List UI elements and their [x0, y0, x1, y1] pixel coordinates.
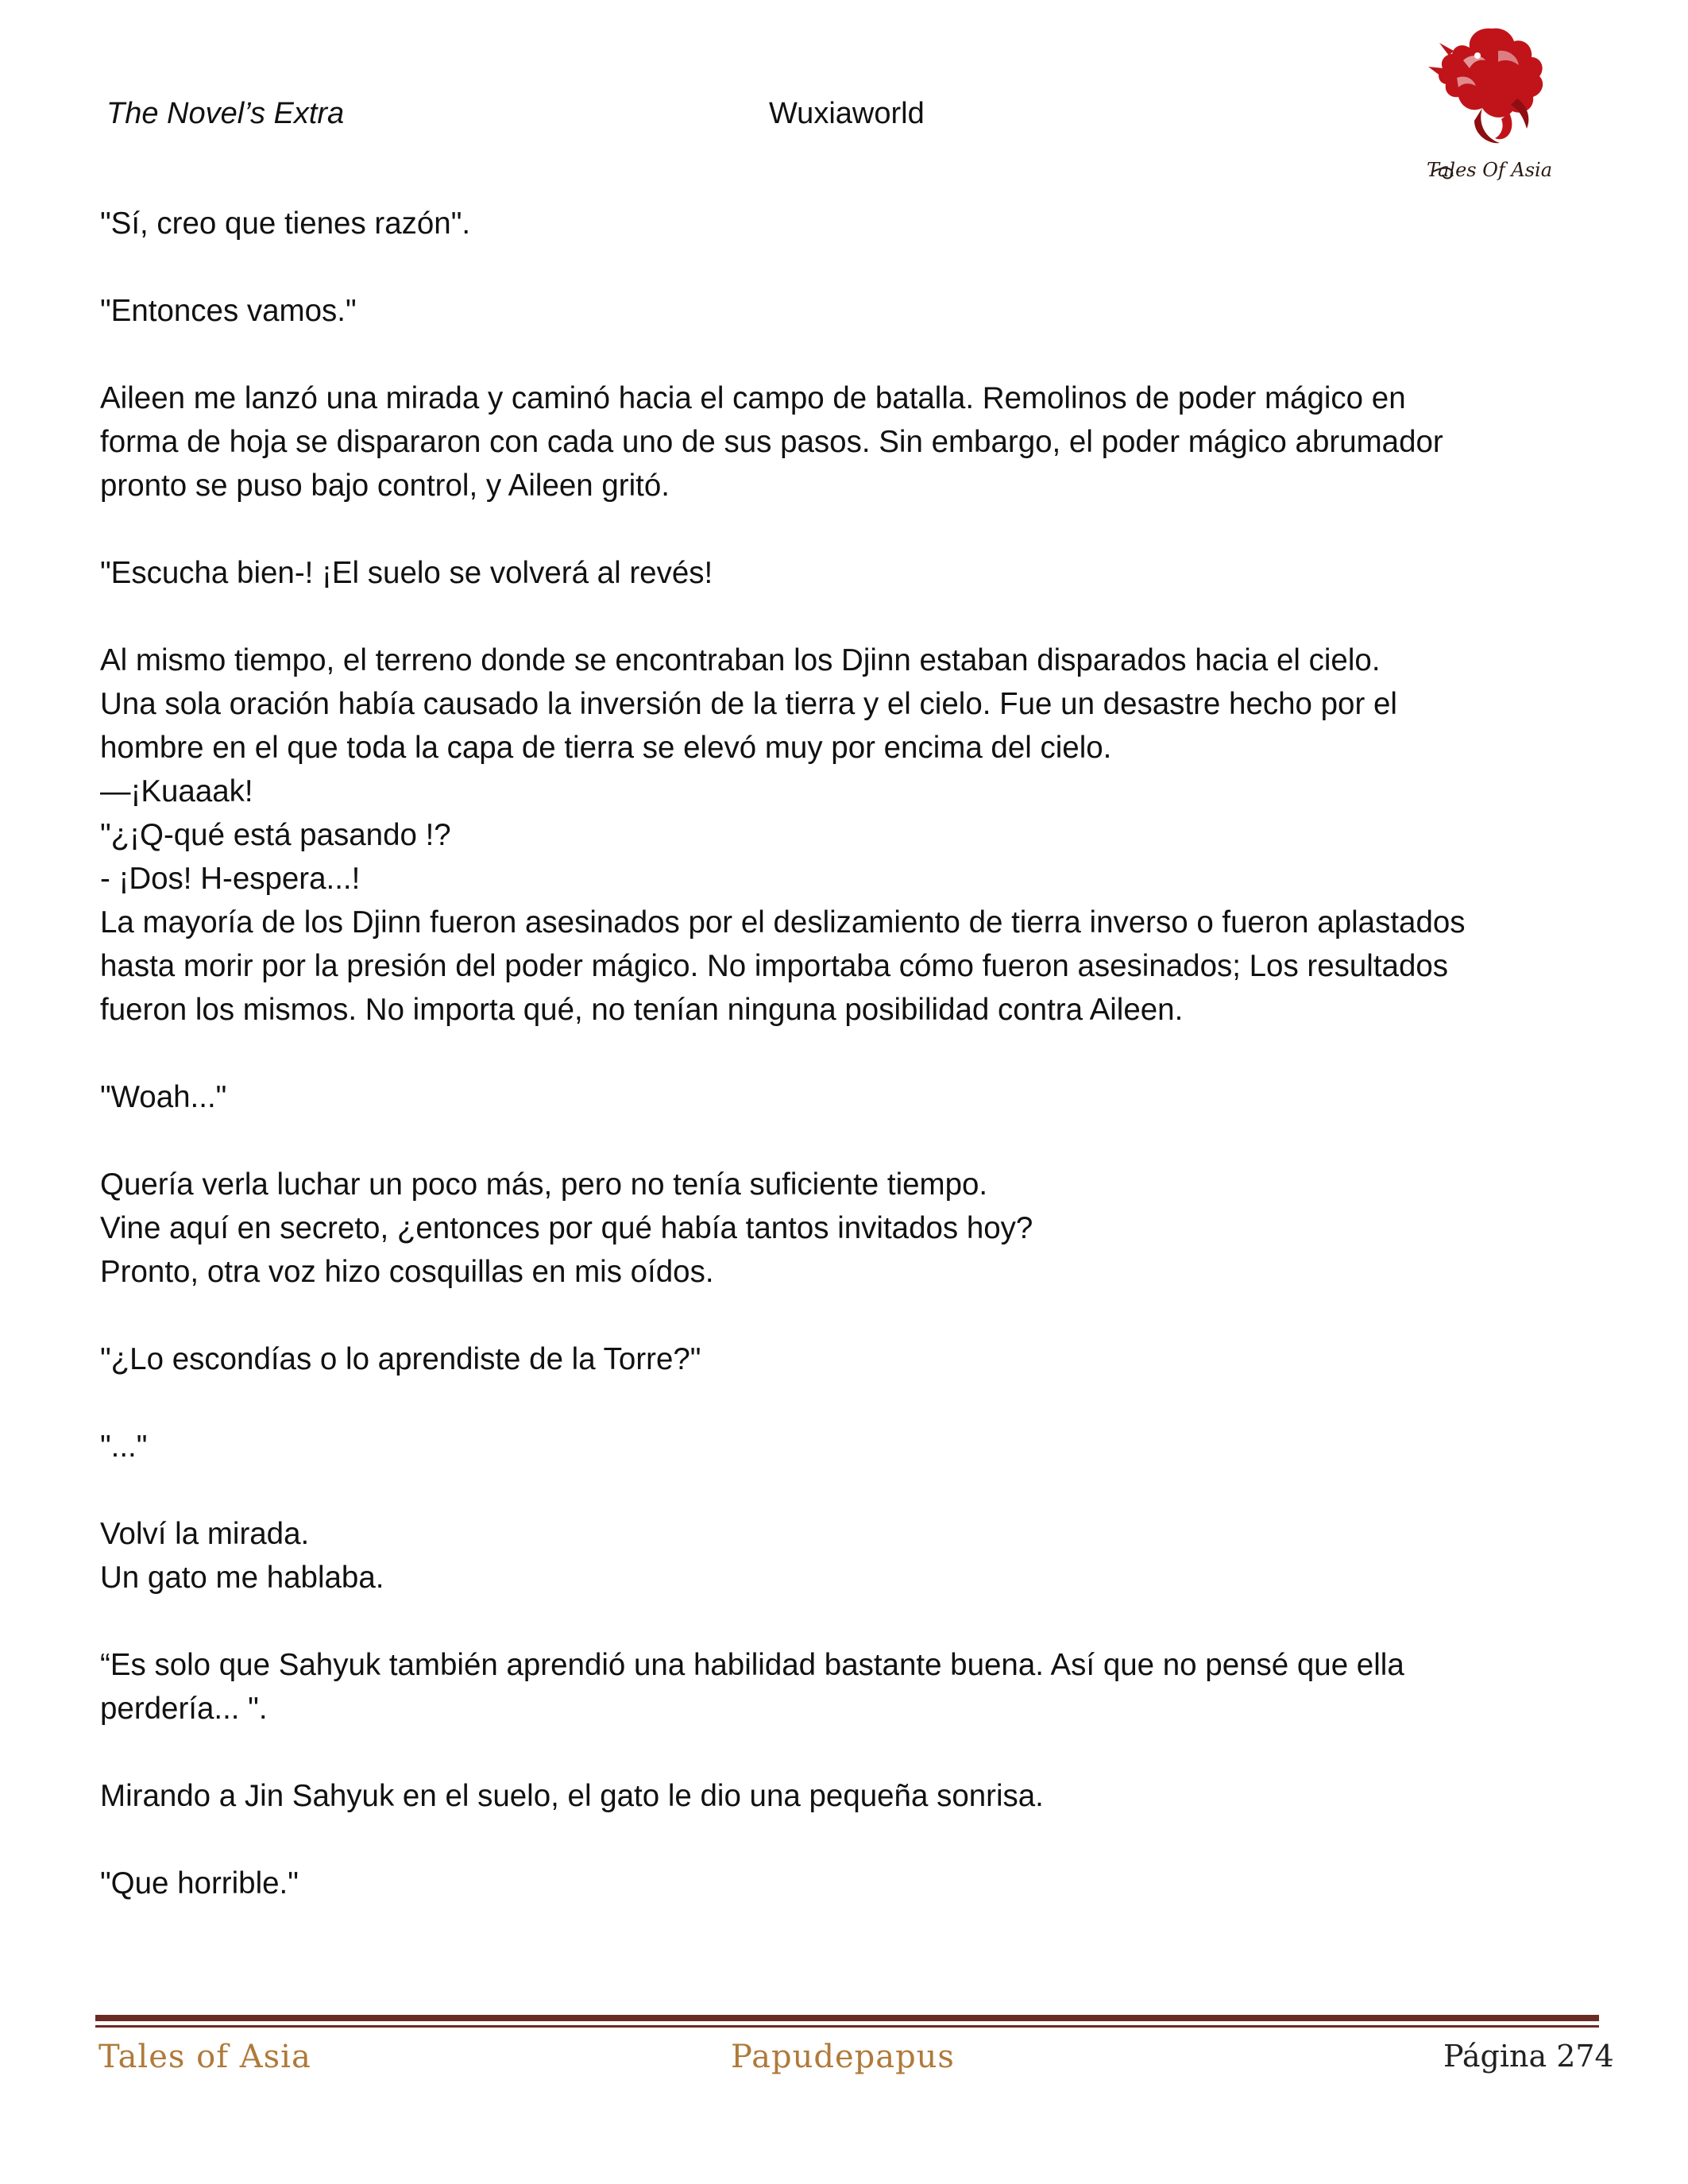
- blank-line: [100, 1381, 1593, 1425]
- text-line: Vine aquí en secreto, ¿entonces por qué había tantos invitados hoy?: [100, 1211, 1033, 1245]
- blank-line: [100, 507, 1593, 551]
- text-line: fueron los mismos. No importa qué, no tenían ninguna posibilidad contra Aileen.: [100, 993, 1184, 1027]
- text-line: —¡Kuaaak!: [100, 774, 253, 808]
- text-line: La mayoría de los Djinn fueron asesinados por el deslizamiento de tierra inverso o fueron aplastados: [100, 905, 1466, 940]
- text-line: Mirando a Jin Sahyuk en el suelo, el gato le dio una pequeña sonrisa.: [100, 1779, 1044, 1813]
- blank-line: [100, 1119, 1593, 1163]
- text-line: "Sí, creo que tienes razón".: [100, 206, 471, 241]
- header-site-name: Wuxiaworld: [769, 97, 925, 130]
- text-line: Volví la mirada.: [100, 1517, 310, 1551]
- footer-page-number: Página 274: [1443, 2039, 1614, 2074]
- text-line: hasta morir por la presión del poder mágico. No importaba cómo fueron asesinados; Los resultados: [100, 949, 1449, 983]
- footer-publisher: Tales of Asia: [98, 2039, 311, 2075]
- text-line: Una sola oración había causado la inversión de la tierra y el cielo. Fue un desastre hecho por el: [100, 687, 1397, 721]
- text-line: Un gato me hablaba.: [100, 1561, 384, 1595]
- text-line: "Escucha bien-! ¡El suelo se volverá al revés!: [100, 556, 713, 590]
- text-line: "¿¡Q-qué está pasando !?: [100, 818, 451, 852]
- text-line: forma de hoja se dispararon con cada uno de sus pasos. Sin embargo, el poder mágico abrumador: [100, 425, 1443, 459]
- text-line: “Es solo que Sahyuk también aprendió una habilidad bastante buena. Así que no pensé que ella: [100, 1648, 1404, 1682]
- text-line: - ¡Dos! H-espera...!: [100, 862, 361, 896]
- text-line: "¿Lo escondías o lo aprendiste de la Torre?": [100, 1342, 701, 1376]
- text-line: pronto se puso bajo control, y Aileen gritó.: [100, 469, 670, 503]
- header-book-title: The Novel’s Extra: [106, 97, 345, 130]
- blank-line: [100, 245, 1593, 289]
- text-line: hombre en el que toda la capa de tierra se elevó muy por encima del cielo.: [100, 731, 1112, 765]
- text-line: Pronto, otra voz hizo cosquillas en mis oídos.: [100, 1255, 714, 1289]
- blank-line: [100, 1818, 1593, 1862]
- blank-line: [100, 595, 1593, 639]
- blank-line: [100, 333, 1593, 376]
- text-line: Al mismo tiempo, el terreno donde se encontraban los Djinn estaban disparados hacia el cielo.: [100, 643, 1381, 677]
- text-line: perdería... ".: [100, 1692, 268, 1726]
- blank-line: [100, 1599, 1593, 1643]
- text-line: "Que horrible.": [100, 1866, 299, 1900]
- blank-line: [100, 1294, 1593, 1337]
- footer-rule-thin: [95, 2025, 1599, 2028]
- blank-line: [100, 1032, 1593, 1075]
- logo-text: Tales Of Asia: [1426, 159, 1553, 181]
- text-line: "Entonces vamos.": [100, 294, 357, 328]
- footer-translator: Papudepapus: [731, 2039, 955, 2075]
- blank-line: [100, 1731, 1593, 1774]
- text-line: Aileen me lanzó una mirada y caminó hacia el campo de batalla. Remolinos de poder mágico en: [100, 381, 1406, 415]
- text-line: "Woah...": [100, 1080, 227, 1114]
- chapter-text: [100, 202, 1593, 1905]
- blank-line: [100, 1468, 1593, 1512]
- tales-of-asia-logo: [1422, 19, 1557, 187]
- dragon-logo-icon: [1422, 19, 1557, 187]
- text-line: "...": [100, 1430, 148, 1464]
- footer-rule-thick: [95, 2015, 1599, 2021]
- text-line: Quería verla luchar un poco más, pero no tenía suficiente tiempo.: [100, 1167, 988, 1202]
